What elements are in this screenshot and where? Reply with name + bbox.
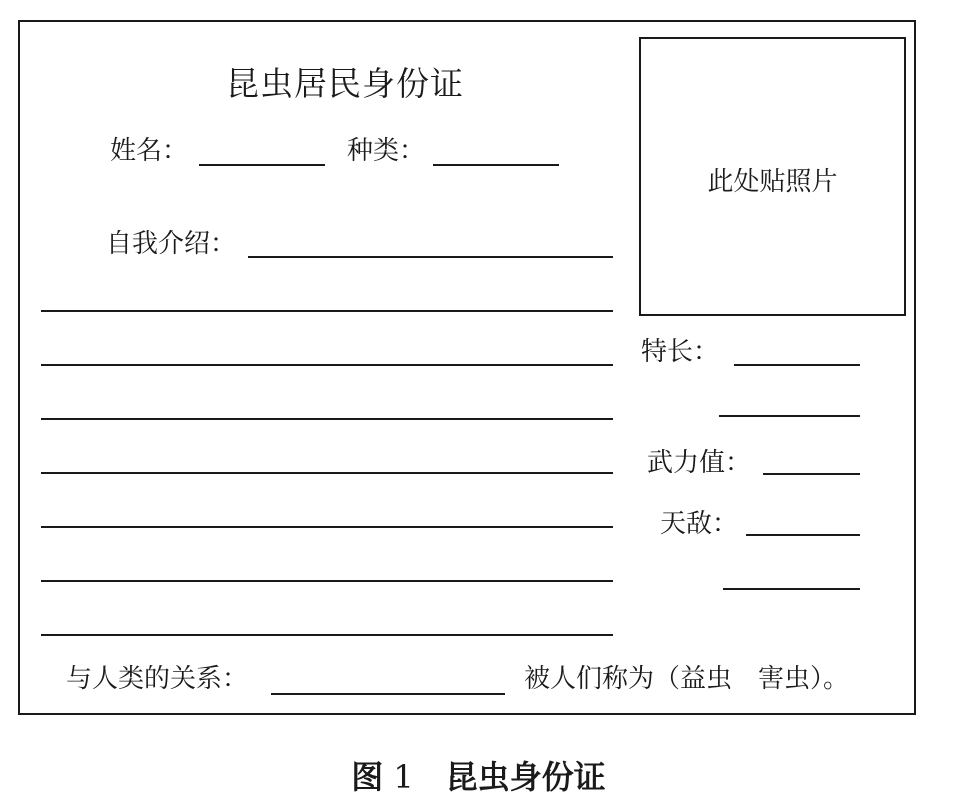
intro-line[interactable] (41, 310, 613, 312)
name-field[interactable] (199, 164, 325, 166)
name-label: 姓名： (110, 136, 189, 166)
enemy-field-2[interactable] (723, 588, 860, 590)
caption-number: 1 (393, 758, 414, 796)
intro-field[interactable] (248, 256, 613, 258)
specialty-field-2[interactable] (719, 415, 860, 417)
enemy-field[interactable] (746, 534, 860, 536)
intro-line[interactable] (41, 634, 613, 636)
relation-field[interactable] (271, 693, 505, 695)
relation-label: 与人类的关系： (66, 664, 249, 694)
specialty-label: 特长： (641, 337, 720, 367)
intro-line[interactable] (41, 418, 613, 420)
power-field[interactable] (763, 473, 860, 475)
intro-line[interactable] (41, 364, 613, 366)
specialty-field[interactable] (734, 364, 860, 366)
power-label: 武力值： (647, 448, 752, 478)
figure-caption (0, 752, 957, 798)
photo-label: 此处贴照片 (707, 167, 838, 197)
card-title: 昆虫居民身份证 (226, 64, 464, 103)
intro-label: 自我介绍： (106, 229, 237, 259)
enemy-label: 天敌： (660, 509, 739, 539)
intro-line[interactable] (41, 472, 613, 474)
caption-text: 昆虫身份证 (445, 758, 606, 796)
species-field[interactable] (433, 164, 559, 166)
called-text: 被人们称为（益虫 害虫）。 (524, 664, 850, 694)
photo-box (639, 37, 906, 316)
species-label: 种类： (347, 136, 426, 166)
intro-line[interactable] (41, 580, 613, 582)
intro-line[interactable] (41, 526, 613, 528)
caption-fig: 图 (351, 758, 384, 796)
